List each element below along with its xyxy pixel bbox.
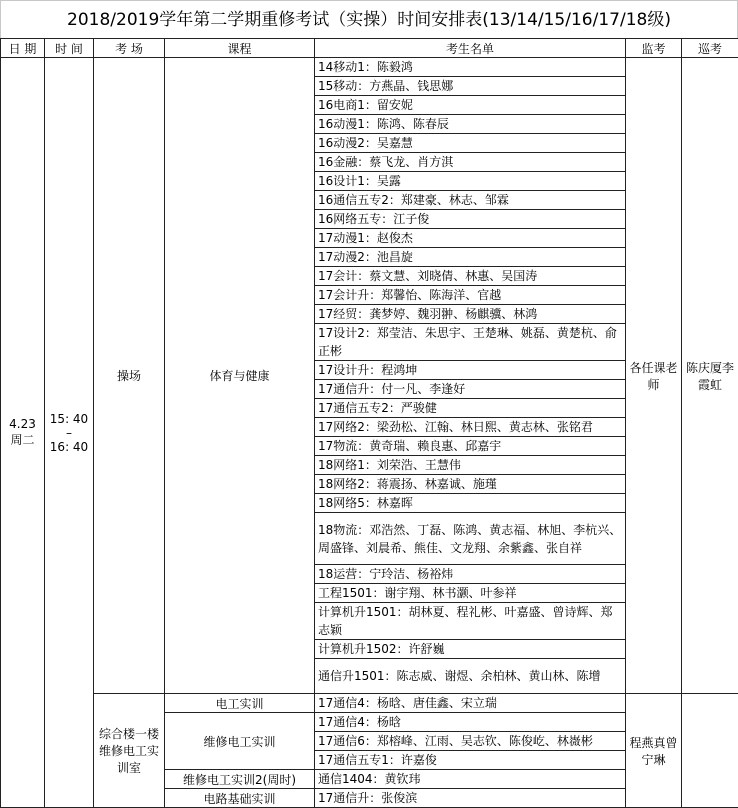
- student-list-cell: 17通信升：付一凡、李逢好: [315, 380, 626, 399]
- student-list-cell: 通信升1501：陈志威、谢煜、余柏林、黄山林、陈增: [315, 659, 626, 694]
- header-time: 时 间: [45, 39, 94, 58]
- student-list-cell: 通信1404：黄钦玮: [315, 770, 626, 789]
- student-list-cell: 17通信五专2：严骏健: [315, 399, 626, 418]
- student-list-cell: 16网络五专：江子俊: [315, 210, 626, 229]
- student-list-cell: 14移动1：陈毅鸿: [315, 58, 626, 77]
- table-row: [1, 694, 738, 713]
- date-cell: [1, 58, 45, 808]
- student-list-cell: 17会计升：郑馨怡、陈海洋、官越: [315, 286, 626, 305]
- student-list-cell: 17经贸：龚梦婷、魏羽翀、杨麒骥、林鸿: [315, 305, 626, 324]
- student-list-cell: 17会计：蔡文慧、刘晓倩、林惠、吴国涛: [315, 267, 626, 286]
- student-list-cell: 计算机升1501：胡林夏、程礼彬、叶嘉盛、曾诗辉、郑志颖: [315, 603, 626, 640]
- header-venue: 考 场: [94, 39, 165, 58]
- student-list-cell: 17通信6：郑榕峰、江雨、吴志钦、陈俊屹、林嶶彬: [315, 732, 626, 751]
- student-list-cell: 18网络1：刘荣浩、王慧伟: [315, 456, 626, 475]
- course-cell: 维修电工实训: [165, 713, 315, 770]
- student-list-cell: 18运营：宁玲洁、杨裕炜: [315, 565, 626, 584]
- time-line3: 16: 40: [47, 440, 91, 454]
- header-invigilator: 监考: [626, 39, 682, 58]
- student-list-cell: 工程1501：谢宇翔、林书灏、叶参祥: [315, 584, 626, 603]
- header-course: 课程: [165, 39, 315, 58]
- student-list-cell: 17通信升：张俊滨: [315, 789, 626, 808]
- table-row: [1, 58, 738, 77]
- course-cell: 电路基础实训: [165, 789, 315, 808]
- student-list-cell: 18网络5：林嘉晖: [315, 494, 626, 513]
- student-list-cell: 17通信五专1：许嘉俊: [315, 751, 626, 770]
- venue-cell: 操场: [94, 58, 165, 694]
- schedule-table: [0, 38, 738, 808]
- invigilator-cell: 程燕真曾宁琳: [626, 694, 682, 808]
- page-title: 2018/2019学年第二学期重修考试（实操）时间安排表(13/14/15/16/17/18级): [0, 0, 738, 38]
- time-line1: 15: 40: [47, 412, 91, 426]
- header-students: 考生名单: [315, 39, 626, 58]
- student-list-cell: 17设计2：郑莹洁、朱思宇、王楚琳、姚磊、黄楚杭、俞正彬: [315, 324, 626, 361]
- date-line2: 周二: [3, 431, 42, 448]
- header-row: [1, 39, 738, 58]
- student-list-cell: 15移动：方燕晶、钱思娜: [315, 77, 626, 96]
- student-list-cell: 17通信4：杨晗、唐佳鑫、宋立瑞: [315, 694, 626, 713]
- student-list-cell: 17动漫2：池昌旋: [315, 248, 626, 267]
- student-list-cell: 计算机升1502：许舒巍: [315, 640, 626, 659]
- student-list-cell: 16动漫2：吴嘉慧: [315, 134, 626, 153]
- time-cell: [45, 58, 94, 808]
- student-list-cell: 18网络2：蒋震扬、林嘉诚、施瑾: [315, 475, 626, 494]
- patrol-cell: 陈庆厦李霞虹: [682, 58, 738, 694]
- time-line2: –: [47, 426, 91, 440]
- patrol-cell: [682, 694, 738, 808]
- student-list-cell: 16设计1：吴露: [315, 172, 626, 191]
- student-list-cell: 17物流：黄奇瑞、赖良惠、邱嘉宇: [315, 437, 626, 456]
- student-list-cell: 16电商1：留安妮: [315, 96, 626, 115]
- venue-cell: 综合楼一楼维修电工实训室: [94, 694, 165, 808]
- student-list-cell: 16通信五专2：郑建豪、林志、邹霖: [315, 191, 626, 210]
- course-cell: 维修电工实训2(周时): [165, 770, 315, 789]
- student-list-cell: 16动漫1：陈鸿、陈春辰: [315, 115, 626, 134]
- student-list-cell: 18物流：邓浩然、丁磊、陈鸿、黄志福、林旭、李杭兴、周盛锋、刘晨希、熊佳、文龙翔、余紫鑫、张自祥: [315, 513, 626, 565]
- invigilator-cell: 各任课老师: [626, 58, 682, 694]
- student-list-cell: 17设计升：程鸿坤: [315, 361, 626, 380]
- student-list-cell: 17动漫1：赵俊杰: [315, 229, 626, 248]
- date-line1: 4.23: [3, 417, 42, 431]
- student-list-cell: 17通信4：杨晗: [315, 713, 626, 732]
- header-patrol: 巡考: [682, 39, 738, 58]
- student-list-cell: 17网络2：梁劲松、江翰、林日熙、黄志林、张铭君: [315, 418, 626, 437]
- course-cell: 体育与健康: [165, 58, 315, 694]
- header-date: 日 期: [1, 39, 45, 58]
- course-cell: 电工实训: [165, 694, 315, 713]
- student-list-cell: 16金融：蔡飞龙、肖方淇: [315, 153, 626, 172]
